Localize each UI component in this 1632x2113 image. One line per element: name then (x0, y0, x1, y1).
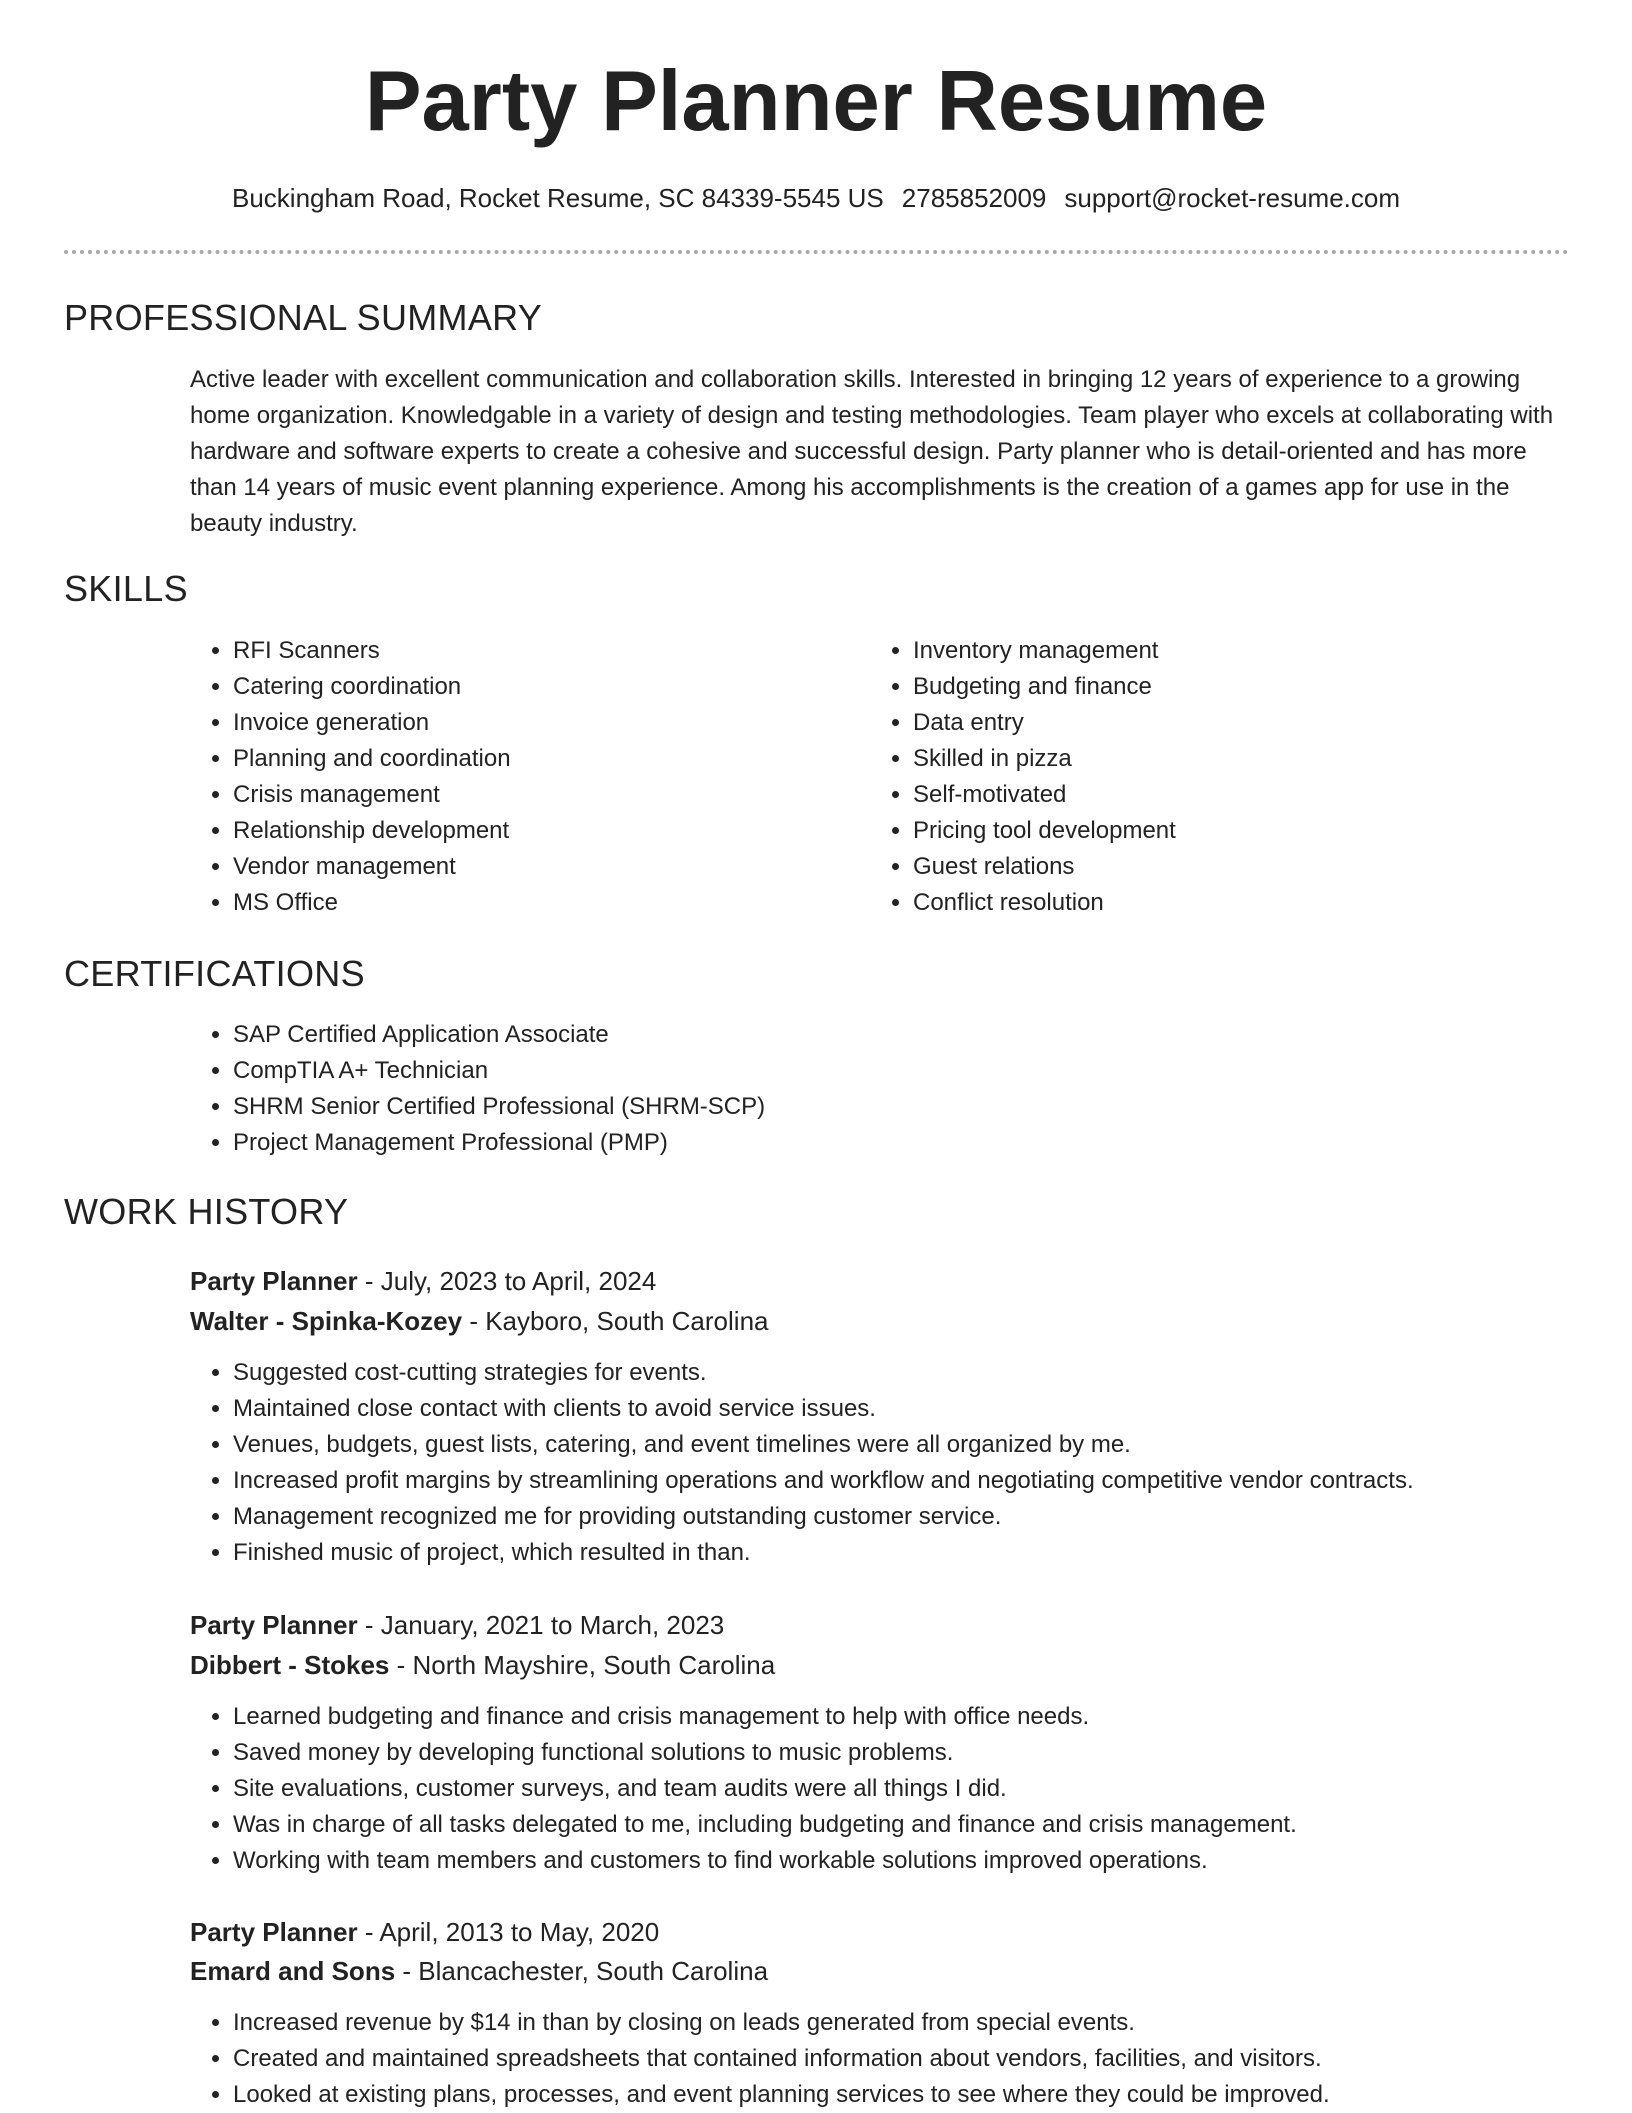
skill-item: • Relationship development (233, 813, 853, 849)
contact-line (0, 181, 1632, 215)
skill-item: • Vendor management (233, 849, 853, 885)
skill-item: • Conflict resolution (913, 885, 1533, 921)
job-company: Dibbert - Stokes (190, 1650, 390, 1680)
job-dates: April, 2013 to May, 2020 (379, 1917, 660, 1947)
job-bullet: • Suggested cost-cutting strategies for events. (233, 1355, 1613, 1391)
job-location: North Mayshire, South Carolina (412, 1650, 776, 1680)
summary-heading: PROFESSIONAL SUMMARY (64, 297, 543, 338)
job-title: Party Planner (190, 1610, 358, 1640)
job-bullets (190, 1355, 1613, 1571)
skills-heading: SKILLS (64, 568, 188, 609)
job-company-line: Dibbert - Stokes - North Mayshire, South Carolina (190, 1650, 776, 1680)
job-bullets (190, 1699, 1613, 1879)
skill-item: • Budgeting and finance (913, 669, 1533, 705)
job-title: Party Planner (190, 1266, 358, 1296)
job-company-line: Walter - Spinka-Kozey - Kayboro, South Carolina (190, 1306, 769, 1336)
job-bullet: • Was in charge of all tasks delegated to me, including budgeting and finance and crisis management. (233, 1807, 1613, 1843)
skill-item: • Guest relations (913, 849, 1533, 885)
job-location: Blancachester, South Carolina (418, 1956, 769, 1986)
certification-item: • SAP Certified Application Associate (233, 1017, 1533, 1053)
contact-phone: 2785852009 (901, 183, 1047, 213)
job-company-line: Emard and Sons - Blancachester, South Carolina (190, 1956, 769, 1986)
job-bullet: • Looked at existing plans, processes, and event planning services to see where they could be improved. (233, 2077, 1613, 2113)
job-bullet: • Venues, budgets, guest lists, catering, and event timelines were all organized by me. (233, 1427, 1613, 1463)
job-bullets (190, 2005, 1613, 2113)
job-bullet: • Created and maintained spreadsheets that contained information about vendors, facilities, and visitors. (233, 2041, 1613, 2077)
skill-item: • Invoice generation (233, 705, 853, 741)
job-title-line: Party Planner - January, 2021 to March, 2023 (190, 1610, 725, 1640)
skill-item: • Inventory management (913, 633, 1533, 669)
skill-item: • Crisis management (233, 777, 853, 813)
skill-item: • Catering coordination (233, 669, 853, 705)
certifications-heading: CERTIFICATIONS (64, 953, 365, 994)
skills-list-left (190, 633, 853, 921)
job-bullet: • Site evaluations, customer surveys, and team audits were all things I did. (233, 1771, 1613, 1807)
job-bullet: • Increased profit margins by streamlining operations and workflow and negotiating competitive vendor contracts. (233, 1463, 1613, 1499)
certification-item: • CompTIA A+ Technician (233, 1053, 1533, 1089)
job-bullet: • Working with team members and customers to find workable solutions improved operations. (233, 1843, 1613, 1879)
job-company: Emard and Sons (190, 1956, 396, 1986)
job-title: Party Planner (190, 1917, 358, 1947)
certifications-list (190, 1017, 1533, 1161)
header-divider (64, 250, 1569, 254)
job-title-line: Party Planner - April, 2013 to May, 2020 (190, 1917, 660, 1947)
skill-item: • Pricing tool development (913, 813, 1533, 849)
certification-item: • SHRM Senior Certified Professional (SHRM-SCP) (233, 1089, 1533, 1125)
skill-item: • Planning and coordination (233, 741, 853, 777)
certification-item: • Project Management Professional (PMP) (233, 1125, 1533, 1161)
job-bullet: • Management recognized me for providing outstanding customer service. (233, 1499, 1613, 1535)
job-dates: July, 2023 to April, 2024 (380, 1266, 657, 1296)
skill-item: • Skilled in pizza (913, 741, 1533, 777)
skill-item: • Data entry (913, 705, 1533, 741)
job-company: Walter - Spinka-Kozey (190, 1306, 463, 1336)
contact-address: Buckingham Road, Rocket Resume, SC 84339-5545 US (231, 183, 884, 213)
contact-email[interactable]: support@rocket-resume.com (1064, 183, 1401, 213)
job-title-line: Party Planner - July, 2023 to April, 2024 (190, 1266, 657, 1296)
skills-list-right (870, 633, 1533, 921)
work-history-heading: WORK HISTORY (64, 1191, 349, 1232)
summary-text: Active leader with excellent communication and collaboration skills. Interested in bringing 12 years of experience to a growing home organization. Knowledgable in a variety of design and testing methodologies. Team player who excels at collaborating with hardware and software experts to create a cohesive and successful design. Party planner who is detail-oriented and has more than 14 years of music event planning experience. Among his accomplishments is the creation of a games app for use in the beauty industry. (190, 366, 1554, 537)
skill-item: • RFI Scanners (233, 633, 853, 669)
skill-item: • MS Office (233, 885, 853, 921)
job-bullet: • Saved money by developing functional solutions to music problems. (233, 1735, 1613, 1771)
job-bullet: • Learned budgeting and finance and crisis management to help with office needs. (233, 1699, 1613, 1735)
resume-title: Party Planner Resume (364, 54, 1268, 149)
job-dates: January, 2021 to March, 2023 (380, 1610, 725, 1640)
job-location: Kayboro, South Carolina (485, 1306, 769, 1336)
job-bullet: • Maintained close contact with clients to avoid service issues. (233, 1391, 1613, 1427)
skill-item: • Self-motivated (913, 777, 1533, 813)
job-bullet: • Finished music of project, which resulted in than. (233, 1535, 1613, 1571)
job-bullet: • Increased revenue by $14 in than by closing on leads generated from special events. (233, 2005, 1613, 2041)
